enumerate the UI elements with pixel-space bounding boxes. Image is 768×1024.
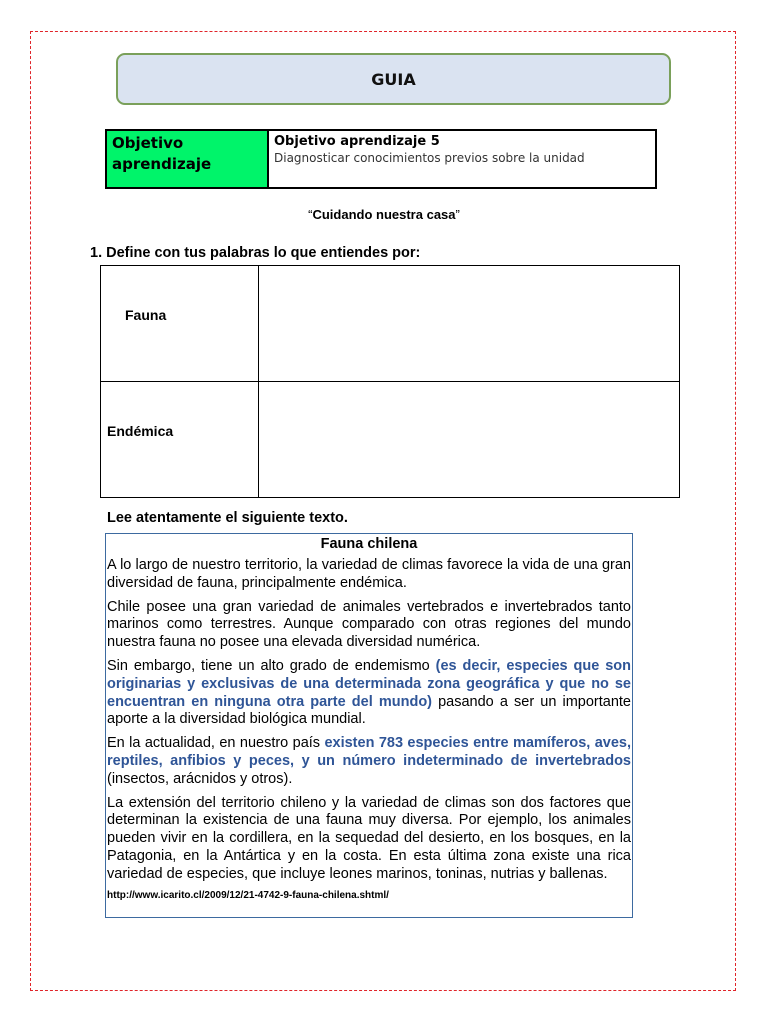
definition-answer-fauna[interactable] bbox=[259, 266, 680, 382]
reading-paragraph: Chile posee una gran variedad de animales vertebrados e invertebrados tanto marinos como terrestres. Aunque comparado con otras regiones del mundo nuestra fauna no posee una elevada diversidad numérica. bbox=[107, 598, 631, 651]
objective-content bbox=[268, 130, 656, 188]
reading-paragraph: A lo largo de nuestro territorio, la variedad de climas favorece la vida de una gran diversidad de fauna, principalmente endémica. bbox=[107, 557, 631, 591]
reading-instruction: Lee atentamente el siguiente texto. bbox=[107, 510, 348, 526]
paragraph-text: En la actualidad, en nuestro país bbox=[107, 735, 325, 752]
definitions-table bbox=[100, 265, 680, 498]
guide-title: GUIA bbox=[371, 69, 416, 89]
objective-table bbox=[105, 129, 657, 189]
question-1: 1. Define con tus palabras lo que entiendes por: bbox=[90, 245, 421, 261]
reading-box bbox=[105, 533, 633, 918]
highlighted-text: (es decir, especies que son originarias y exclusivas de una determinada zona geográfica y que no se encuentran en ninguna otra parte del mundo) bbox=[107, 657, 631, 710]
reading-paragraph: La extensión del territorio chileno y la variedad de climas son dos factores que determinan la existencia de una fauna muy diversa. Por ejemplo, los animales pueden vivir en la cordillera, en la sequedad del desierto, en los bosques, en la Patagonia, en la Antártica y en la costa. En esta última zona existe una rica variedad de especies, que incluye leones marinos, toninas, nutrias y ballenas. bbox=[107, 794, 631, 882]
lesson-subtitle bbox=[0, 207, 768, 222]
highlighted-text: existen 783 especies entre mamíferos, aves, reptiles, anfibios y peces, y un número indeterminado de invertebrados bbox=[107, 735, 631, 769]
definition-row bbox=[101, 382, 680, 498]
guide-header bbox=[116, 53, 671, 105]
paragraph-text: Sin embargo, tiene un alto grado de endemismo bbox=[107, 657, 436, 674]
definition-term-fauna: Fauna bbox=[101, 266, 259, 382]
subtitle-text: Cuidando nuestra casa bbox=[312, 207, 456, 222]
definition-row bbox=[101, 266, 680, 382]
objective-label: Objetivo aprendizaje bbox=[106, 130, 268, 188]
paragraph-text: pasando a ser un importante aporte a la diversidad biológica mundial. bbox=[107, 693, 631, 728]
objective-title: Objetivo aprendizaje 5 bbox=[274, 134, 440, 149]
objective-description: Diagnosticar conocimientos previos sobre la unidad bbox=[274, 151, 585, 165]
subtitle-open-quote: “ bbox=[308, 207, 313, 222]
source-link[interactable]: http://www.icarito.cl/2009/12/21-4742-9-fauna-chilena.shtml/ bbox=[107, 889, 389, 901]
subtitle-close-quote: ” bbox=[455, 207, 460, 222]
definition-term-endemica: Endémica bbox=[101, 382, 259, 498]
definition-answer-endemica[interactable] bbox=[259, 382, 680, 498]
reading-paragraph bbox=[107, 735, 631, 788]
reading-paragraph bbox=[107, 658, 631, 729]
paragraph-text: (insectos, arácnidos y otros). bbox=[107, 770, 293, 787]
reading-title: Fauna chilena bbox=[320, 536, 418, 552]
